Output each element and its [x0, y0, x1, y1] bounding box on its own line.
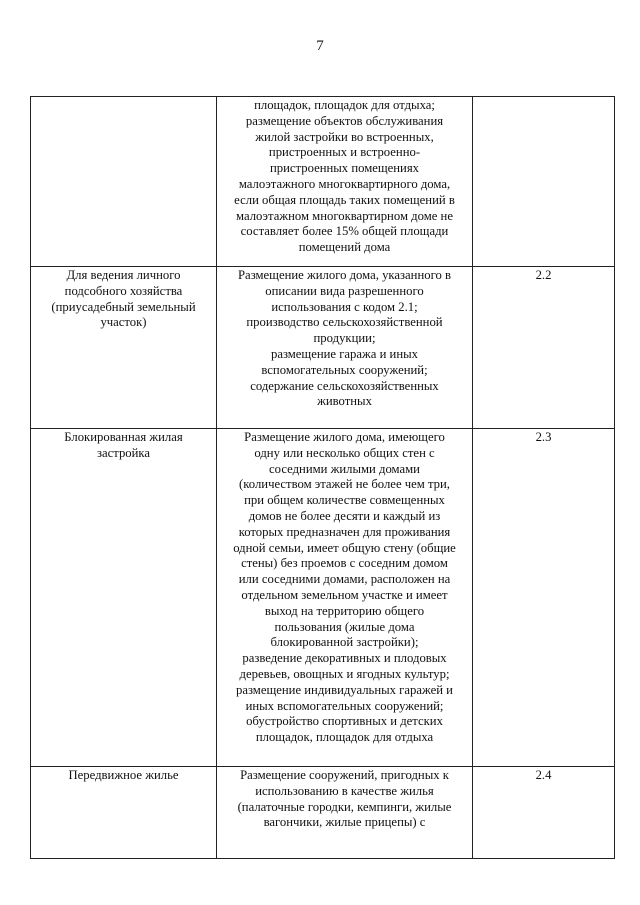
name-line: (приусадебный земельный: [51, 299, 196, 314]
description-line: жилой застройки во встроенных,: [255, 129, 434, 144]
use-code-cell: [473, 767, 615, 859]
description-line: площадок, площадок для отдыха: [255, 730, 434, 745]
use-name-cell: [31, 767, 217, 859]
use-name-cell: [31, 267, 217, 429]
description-line: размещение объектов обслуживания: [245, 113, 444, 128]
description-line: площадок, площадок для отдыха;: [254, 98, 435, 112]
use-description-cell: [217, 429, 473, 767]
description-line: животных: [317, 394, 372, 409]
description-line: (палаточные городки, кемпинги, жилые: [237, 799, 452, 814]
description-line: помещений дома: [298, 240, 391, 255]
description-line: использованию в качестве жилья: [255, 783, 434, 798]
description-line: вспомогательных сооружений;: [261, 362, 428, 377]
use-code-cell: [473, 267, 615, 429]
description-line: пристроенных и встроенно-: [268, 145, 421, 160]
description-line: описании вида разрешенного: [265, 283, 424, 298]
name-line: Блокированная жилая: [64, 430, 183, 444]
description-line: выход на территорию общего: [264, 603, 425, 618]
description-line: соседними жилыми домами: [269, 461, 420, 476]
description-line: содержание сельскохозяйственных: [250, 378, 439, 393]
description-line: одной семьи, имеет общую стену (общие: [233, 540, 456, 555]
use-name-cell: [31, 97, 217, 267]
description-line: использования с кодом 2.1;: [271, 299, 418, 314]
name-line: Передвижное жилье: [68, 768, 179, 782]
table-row: [31, 767, 615, 859]
use-code-cell: [473, 429, 615, 767]
description-line: стены) без проемов с соседним домом: [241, 556, 448, 571]
name-line: Для ведения личного: [66, 268, 181, 282]
description-line: (количеством этажей не более чем три,: [239, 477, 450, 492]
description-line: блокированной застройки);: [270, 635, 419, 650]
name-line: застройка: [96, 445, 151, 460]
description-line: малоэтажного многоквартирного дома,: [238, 176, 451, 191]
description-line: малоэтажном многоквартирном доме не: [236, 208, 453, 223]
use-code: 2.4: [535, 768, 552, 782]
description-line: Размещение сооружений, пригодных к: [240, 768, 449, 782]
name-line: участок): [100, 315, 147, 330]
description-line: домов не более десяти и каждый из: [248, 508, 441, 523]
table-row: [31, 97, 615, 267]
use-description-cell: [217, 767, 473, 859]
use-code: 2.3: [535, 430, 552, 444]
use-code-cell: [473, 97, 615, 267]
description-line: разведение декоративных и плодовых: [242, 651, 447, 666]
description-line: иных вспомогательных сооружений;: [245, 698, 444, 713]
description-line: пристроенных помещениях: [269, 161, 420, 176]
description-line: размещение гаража и иных: [270, 346, 419, 361]
description-line: продукции;: [313, 331, 376, 346]
description-line: размещение индивидуальных гаражей и: [236, 682, 453, 697]
description-line: одну или несколько общих стен с: [254, 445, 435, 460]
land-use-table: [30, 96, 615, 859]
description-line: деревьев, овощных и ягодных культур;: [239, 666, 450, 681]
description-line: которых предназначен для проживания: [238, 524, 451, 539]
description-line: вагончики, жилые прицепы) с: [263, 815, 426, 830]
use-description-cell: [217, 267, 473, 429]
description-line: или соседними домами, расположен на: [238, 572, 451, 587]
description-line: при общем количестве совмещенных: [244, 493, 445, 508]
table-row: [31, 267, 615, 429]
use-description-cell: [217, 97, 473, 267]
description-line: Размещение жилого дома, имеющего: [244, 430, 445, 444]
description-line: производство сельскохозяйственной: [246, 315, 443, 330]
description-line: отдельном земельном участке и имеет: [241, 587, 448, 602]
page-number: 7: [316, 38, 324, 54]
table-row: [31, 429, 615, 767]
use-code: 2.2: [535, 268, 552, 282]
description-line: пользования (жилые дома: [274, 619, 415, 634]
description-line: Размещение жилого дома, указанного в: [238, 268, 451, 282]
description-line: если общая площадь таких помещений в: [234, 192, 455, 207]
name-line: подсобного хозяйства: [64, 283, 183, 298]
description-line: обустройство спортивных и детских: [246, 714, 443, 729]
use-name-cell: [31, 429, 217, 767]
description-line: составляет более 15% общей площади: [240, 224, 449, 239]
